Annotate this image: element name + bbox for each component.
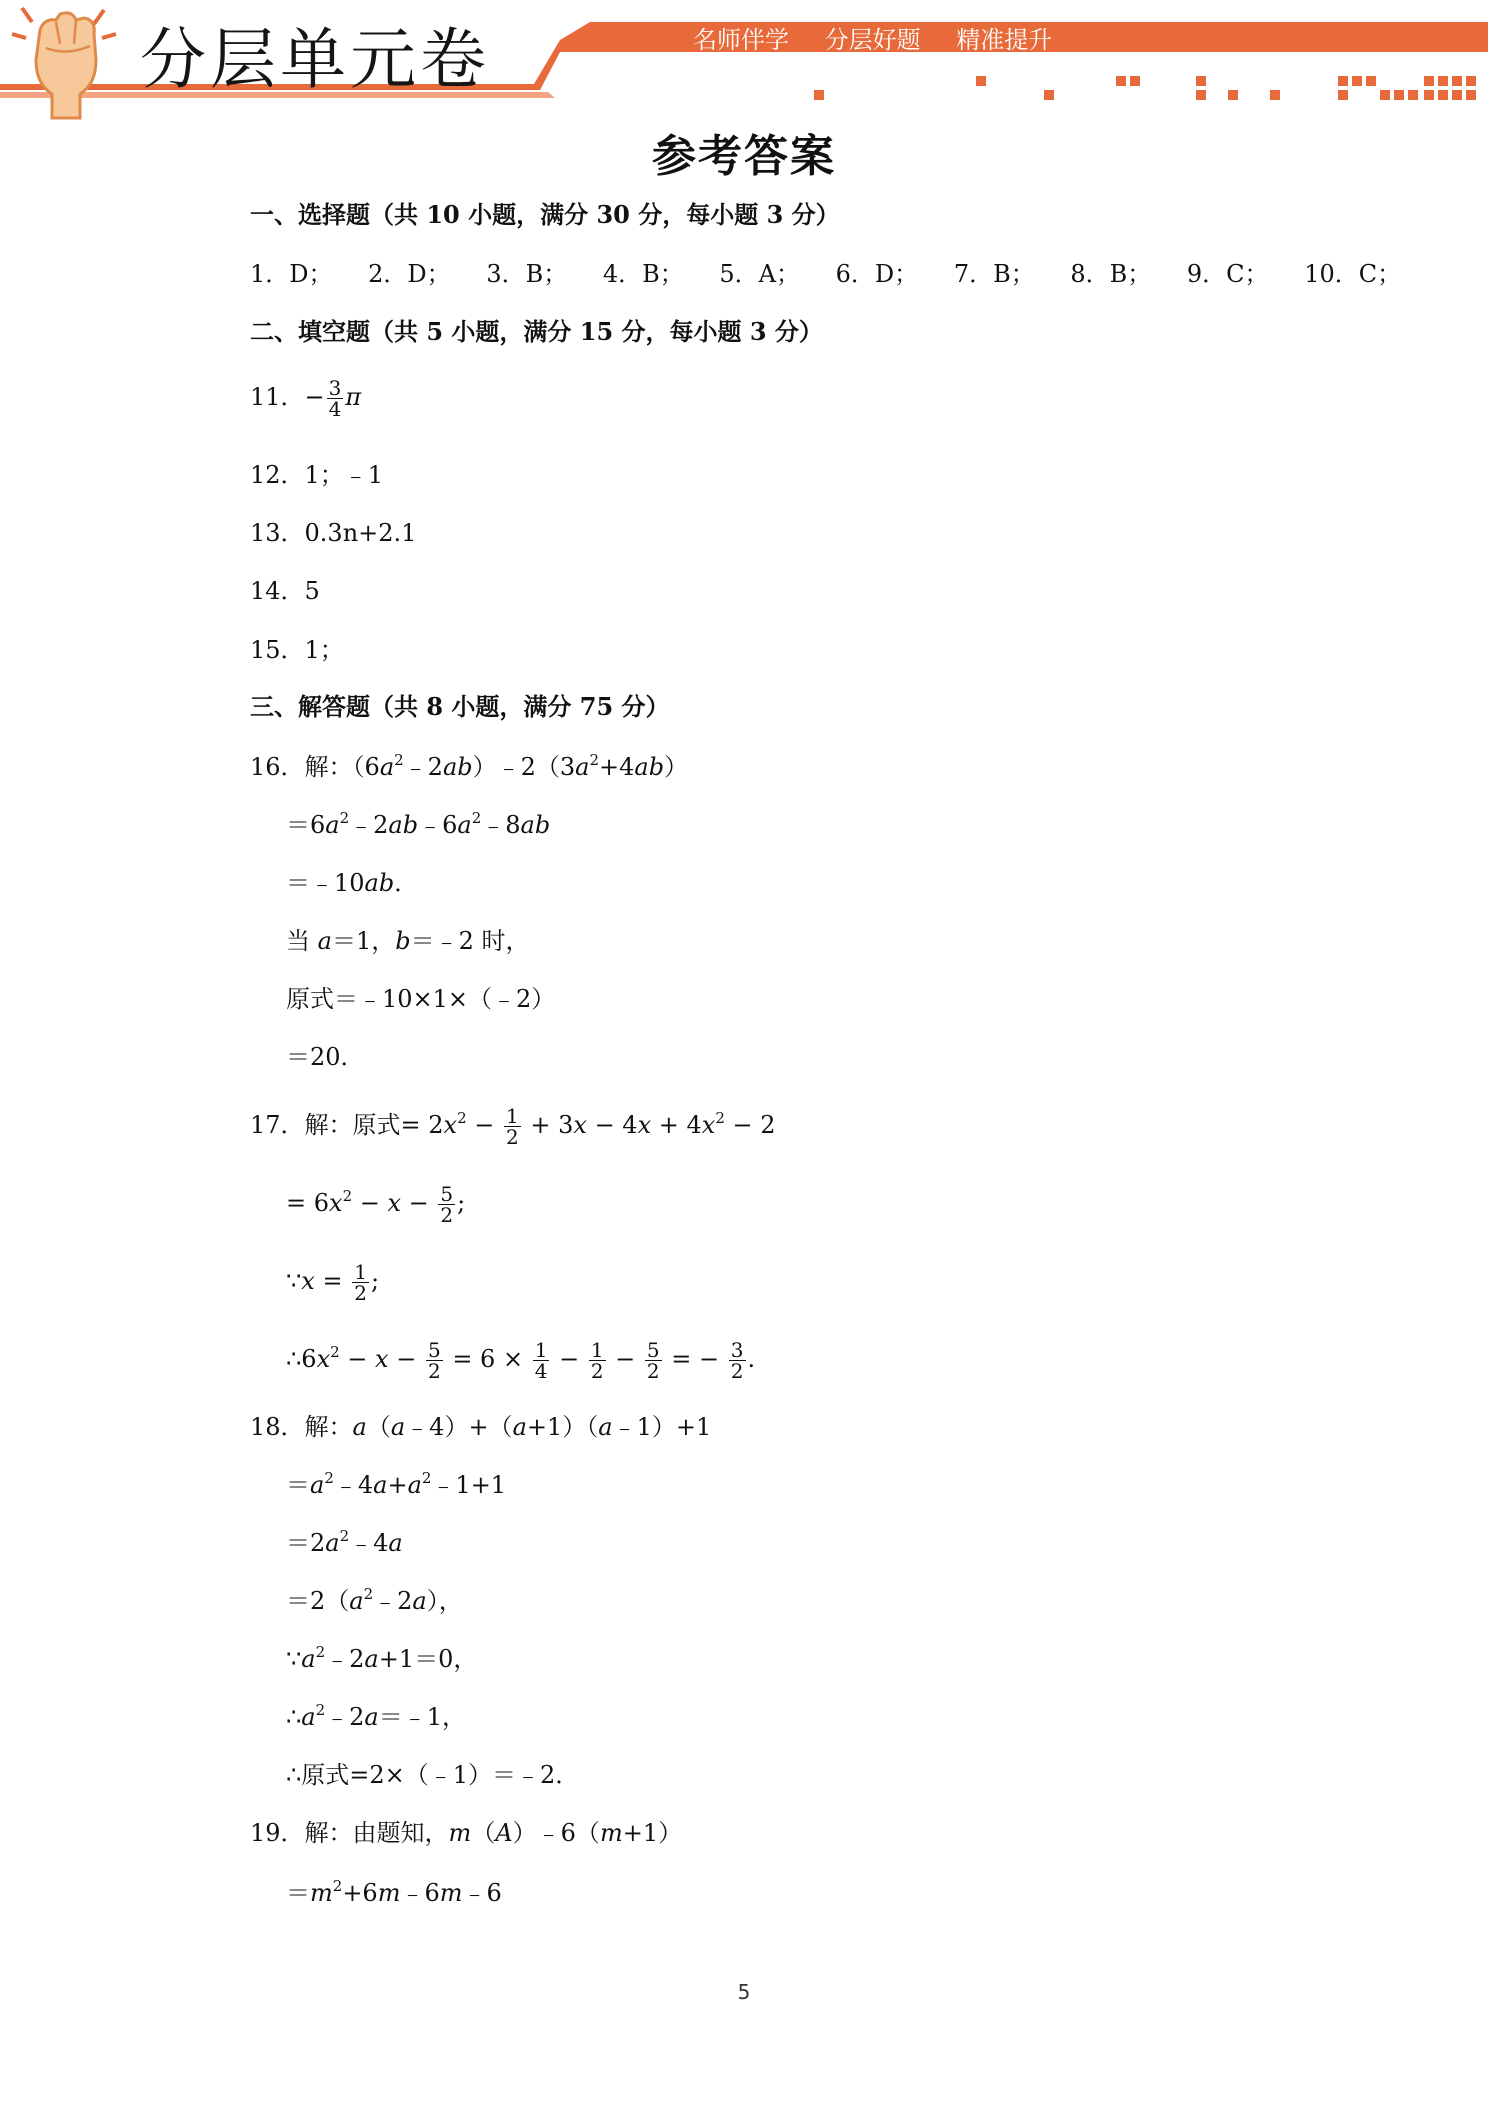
pi-symbol: π [345,383,362,411]
choice-answer: 10．C； [1304,260,1402,288]
q16-line-1: 16．解：$(6a^2﹣2ab)﹣2(3a^2+4ab)$ [250,751,689,781]
slogan-3: 精准提升 [956,26,1053,54]
section-heading-fill: 二、填空题（共 5 小题，满分 15 分，每小题 3 分） [250,317,823,346]
q16-line-4: 当 a＝1，b＝﹣2 时， [286,927,530,955]
q19-line-1: 19．解：由题知，m（A）﹣6（m+1） [250,1819,683,1847]
q16-line-3: ＝﹣10ab． [286,869,419,897]
q17-line-1: 17．解：原式= $2x^2$ − $\frac{1}{2}$ + $3x - 4x + 4x^2 - 2$ [250,1104,776,1149]
raised-fist-icon [12,8,116,118]
answer-12: 12．1；﹣1 [250,461,384,489]
q18-line-3: $=2a^2﹣4a$ [286,1527,403,1557]
answer-11 [250,378,361,419]
fraction [327,378,344,419]
fraction-numerator: 3 [328,376,342,400]
choice-answer: 5．A； [719,260,801,288]
brand-title: 分层单元卷 [140,21,490,98]
choice-answer: 7．B； [953,260,1035,288]
q17-line-2: = $6x^2 - x$ − $\frac{5}{2}$ ; [286,1182,466,1227]
slogan-1: 名师伴学 [693,26,789,54]
answer-15: 15．1； [250,636,344,664]
q16-line-2: $=6a^2﹣2ab﹣6a^2﹣8ab$ [286,809,551,839]
q19-line-2: $=m^2+6m﹣6m﹣6$ [286,1877,502,1907]
q18-line-4: $=2(a^2﹣2a)$， [286,1585,463,1615]
q18-line-1: 18．解：a（a﹣4）+（a+1）（a﹣1）+1 [250,1413,712,1441]
page-header [0,0,1488,130]
slogan-2: 分层好题 [824,26,921,54]
choice-answers [250,259,1429,289]
q17-line-3: ∵x = $\frac{1}{2}$ ; [286,1260,380,1305]
q18-line-7: ∴原式=2×（﹣1）＝﹣2． [286,1761,580,1789]
section-heading-choice: 一、选择题（共 10 小题，满分 30 分，每小题 3 分） [250,200,840,229]
page-title: 参考答案 [652,131,836,182]
page-number: 5 [737,1980,751,2004]
choice-answer: 4．B； [602,260,684,288]
section-heading-solve: 三、解答题（共 8 小题，满分 75 分） [250,692,670,721]
q18-line-2: $=a^2﹣4a+a^2﹣1+1$ [286,1469,507,1499]
answer-11-label: 11． [250,383,305,411]
q17-line-4: $\therefore 6x^2 - x$ − $\frac{5}{2}$ = 6 × $\frac{1}{4}$ − $\frac{1}{2}$ − $\frac{5}{2}$ = − $\frac{3}{2}$ . [286,1338,756,1383]
q16-line-6: ＝20． [286,1043,365,1071]
q16-line-5: 原式＝﹣10×1×（﹣2） [286,985,556,1013]
header-slogans [693,20,1080,55]
answer-14: 14．5 [250,577,320,605]
choice-answer: 3．B； [486,260,568,288]
choice-answer: 2．D； [368,260,451,288]
fraction-denominator: 4 [328,397,342,421]
choice-answer: 9．C； [1186,260,1269,288]
q18-line-6: $\therefore a^2﹣2a=﹣1$， [286,1701,467,1731]
choice-answer: 8．B； [1070,260,1152,288]
q18-line-5: $\because a^2﹣2a+1=0$， [286,1643,478,1673]
choice-answer: 1．D； [250,260,333,288]
choice-answer: 6．D； [835,260,919,288]
answer-13: 13．0.3n+2.1 [250,519,417,547]
answer-11-sign: − [304,383,325,411]
